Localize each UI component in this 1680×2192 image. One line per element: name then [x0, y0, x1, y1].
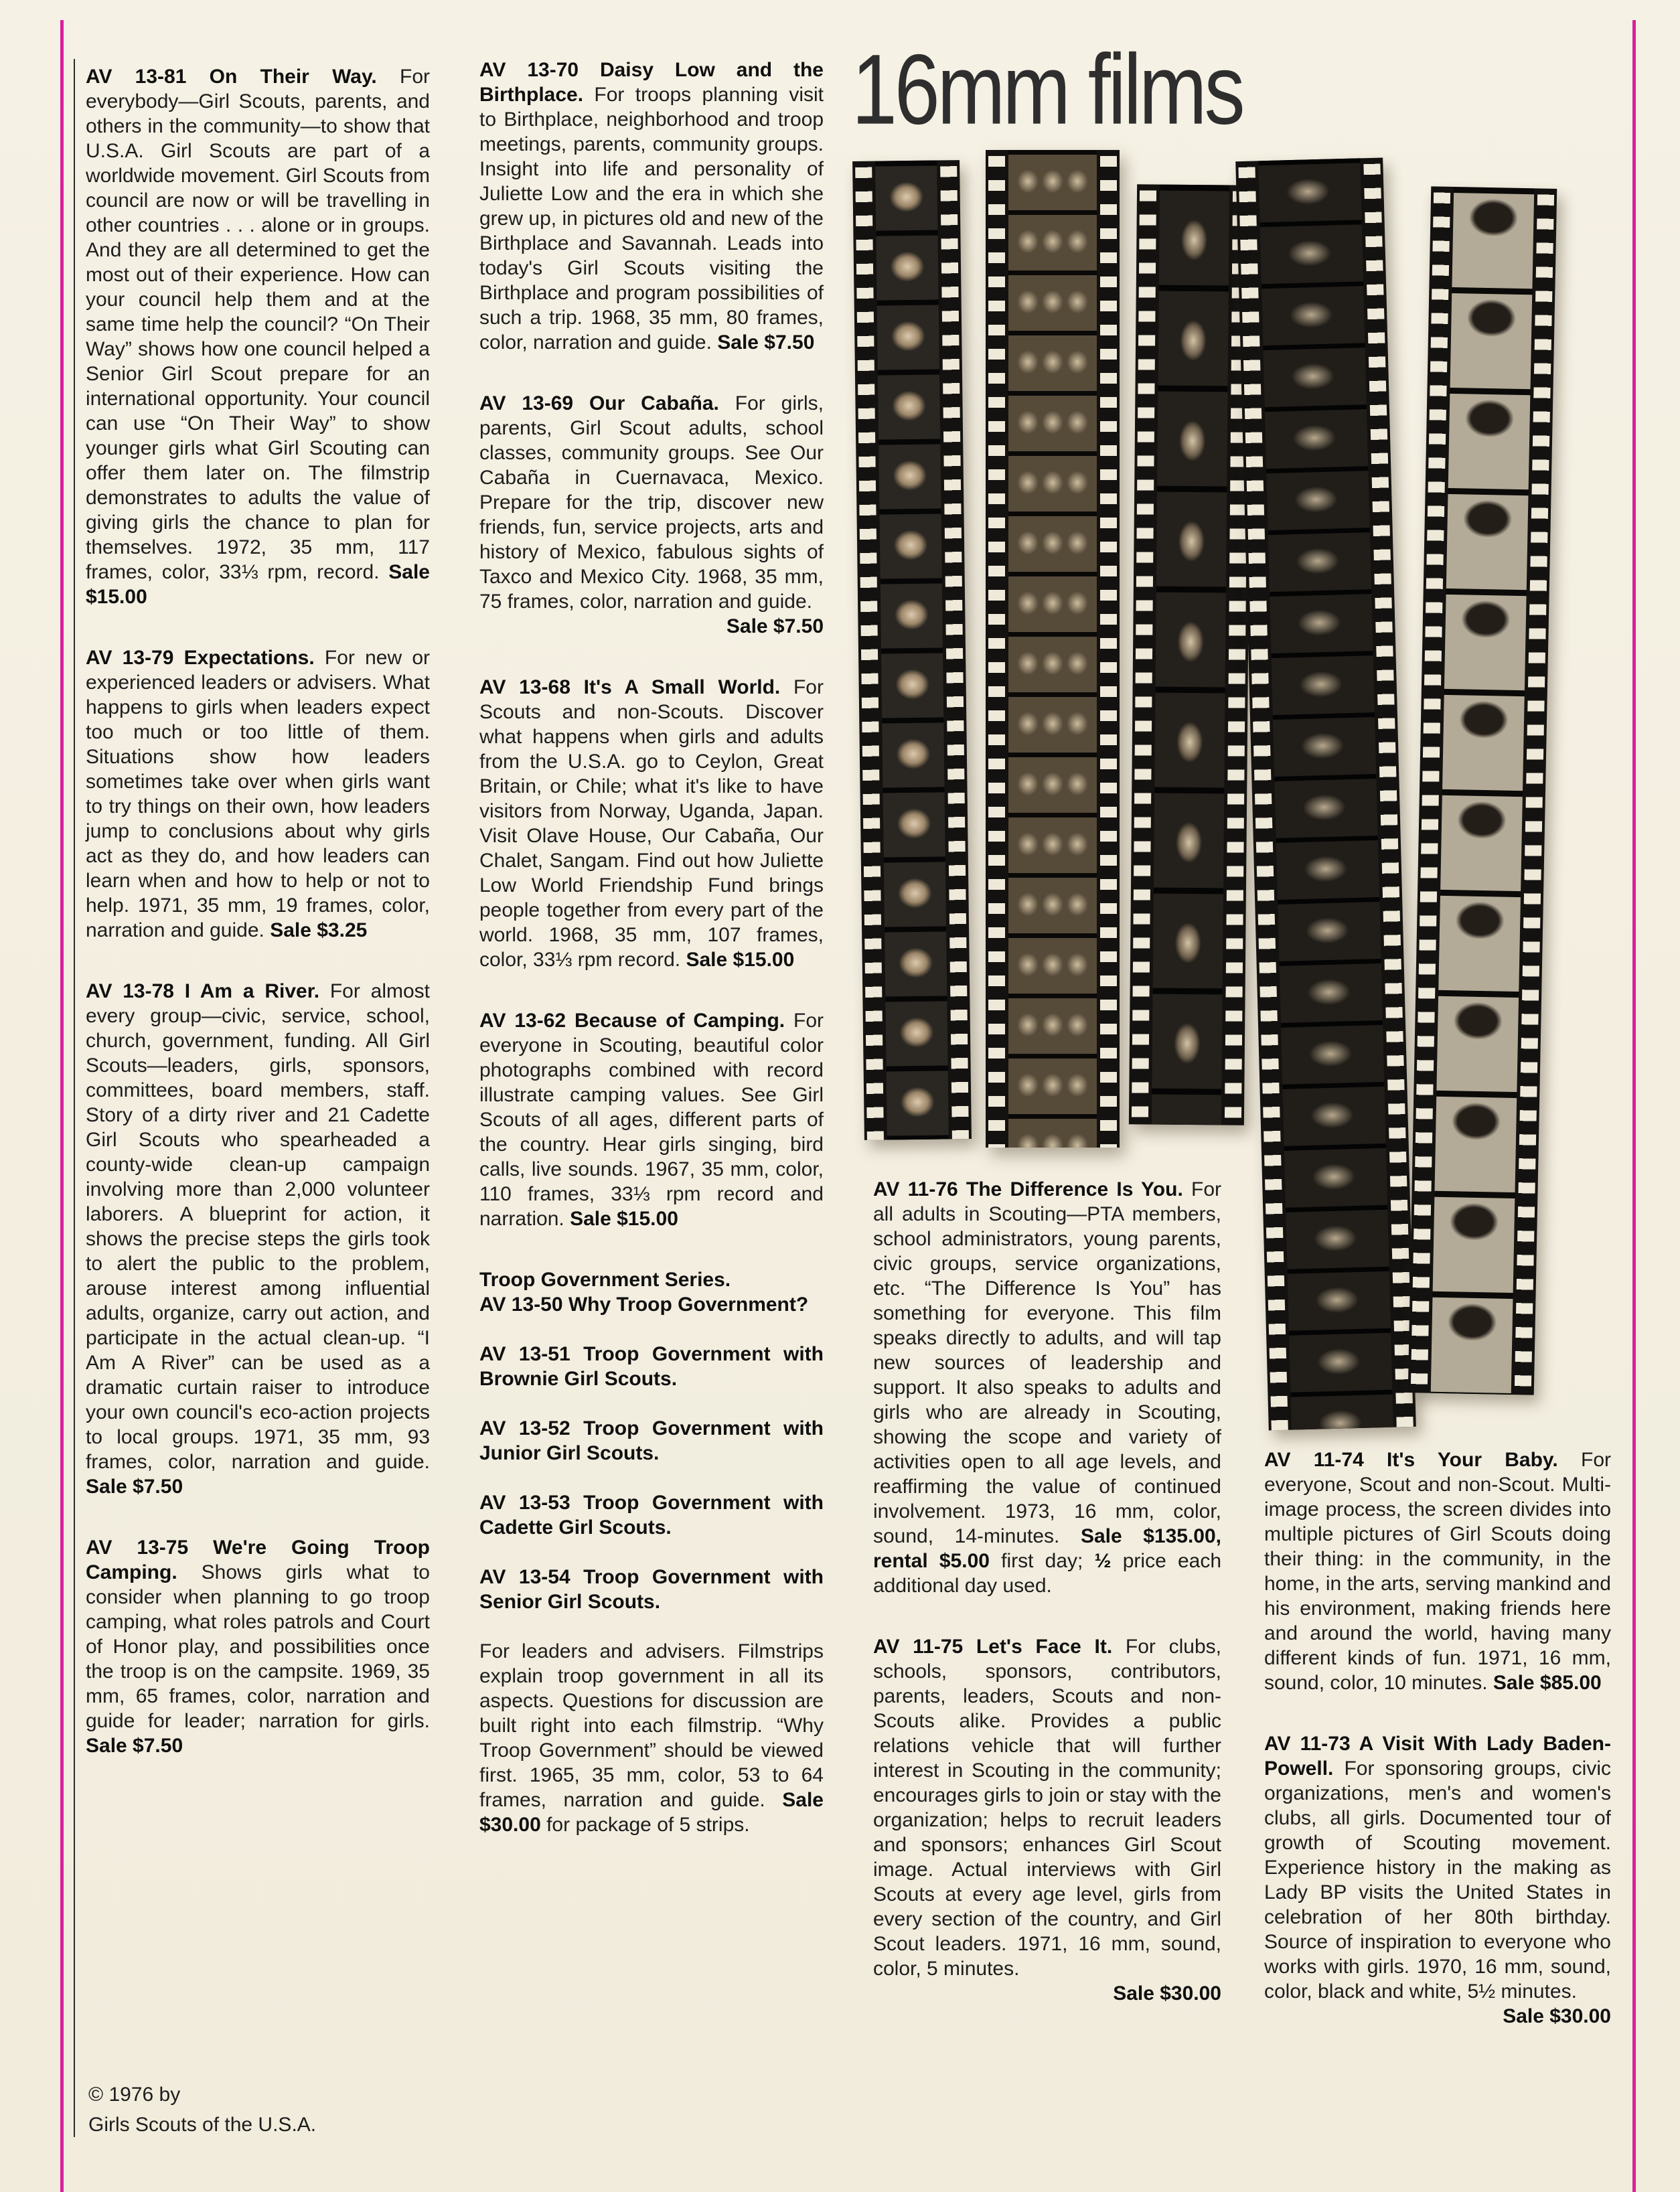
entry-text: For leaders and advisers. Filmstrips explain troop government in all its aspects. Questions for discussion are built right into each filmstrip. “Why Troop Government” should be viewed first. 1965, 35 mm, color, 53 to 64 frames, narration and guide.: [479, 1640, 824, 1811]
organization-line: Girls Scouts of the U.S.A.: [88, 2114, 317, 2136]
catalog-entry: [479, 1342, 824, 1391]
catalog-entry: [479, 391, 824, 639]
film-strip-3: [1129, 184, 1252, 1125]
film-sprocket-holes: [1100, 150, 1117, 1148]
entry-title: AV 11-74 It's Your Baby.: [1264, 1449, 1558, 1471]
entry-title: AV 13-79 Expectations.: [86, 647, 315, 669]
catalog-entry: [479, 1267, 824, 1292]
catalog-entry: [86, 979, 430, 1499]
sale-price: Sale $15.00: [86, 561, 430, 608]
catalog-entry: [873, 1177, 1221, 1598]
entry-text: For everyone in Scouting, beautiful color photographs combined with record illustrate camping values. See Girl Scouts of all ages, different parts of the country. Hear girls singing, bird calls, live sounds. 1967, 35 mm, color, 110 frames, 33⅓ rpm record and narration.: [479, 1010, 824, 1230]
entry-title: AV 13-51 Troop Government with Brownie Girl Scouts.: [479, 1343, 824, 1390]
catalog-entry: [1264, 1731, 1611, 2029]
sale-price: Sale $30.00: [1113, 1982, 1221, 2005]
entry-text: For all adults in Scouting—PTA members, school administrators, young parents, civic groups, service organizations, etc. “The Difference Is You” has something for everyone. This film speaks directly to adults, and will tap new sources of leadership and support. It also speaks to adults and girls who are already in Scouting, showing the scope and variety of activities open to all age levels, and reaffirming the value of continued involvement. 1973, 16 mm, color, sound, 14-minutes.: [873, 1178, 1221, 1547]
entry-text: For clubs, schools, sponsors, contributors, parents, leaders, Scouts and non-Scouts alike. Provides a public relations vehicle that will further interest in Scouting in the community; encourages girls to join or stay with the organization; helps to recruit leaders and sponsors; enhances Girl Scout image. Actual interviews with Girl Scouts at every age level, girls from every section of the country, and Girl Scout leaders. 1971, 16 mm, sound, color, 5 minutes.: [873, 1636, 1222, 1980]
film-sprocket-holes: [988, 150, 1005, 1148]
film-frames: [1152, 185, 1229, 1125]
catalog-entry: [86, 1535, 430, 1758]
film-strip-1: [852, 160, 972, 1140]
entry-title: AV 13-75 We're Going Troop Camping.: [86, 1537, 430, 1583]
left-magenta-rule: [60, 20, 64, 2192]
entry-title: AV 13-52 Troop Government with Junior Girl Scouts.: [479, 1417, 824, 1464]
section-title-16mm-films: 16mm films: [852, 33, 1243, 145]
entry-title: AV 13-81 On Their Way.: [86, 66, 377, 88]
entry-title: AV 13-53 Troop Government with Cadette Girl Scouts.: [479, 1492, 824, 1539]
entry-text: For new or experienced leaders or advisers. What happens to girls when leaders expect too much or too little of them. Situations show how leaders sometimes take over when girls want to try things on their own, how leaders jump to conclusions about why girls act as they do, and how leaders can learn when and how to help or not to help. 1971, 35 mm, 19 frames, color, narration and guide.: [86, 647, 430, 941]
entry-title: AV 11-76 The Difference Is You.: [873, 1178, 1183, 1200]
sale-price: Sale $7.50: [717, 331, 815, 354]
catalog-entry: [479, 1490, 824, 1540]
sale-price: Sale $30.00: [479, 1789, 824, 1836]
sale-price: Sale $85.00: [1493, 1672, 1602, 1694]
copyright-notice: [88, 2080, 433, 2140]
copyright-line: © 1976 by: [88, 2084, 181, 2106]
catalog-entry: [1264, 1447, 1611, 1695]
entry-title: AV 13-78 I Am a River.: [86, 980, 320, 1002]
catalog-entry: [479, 1008, 824, 1231]
catalog-entry: [479, 1292, 824, 1317]
catalog-entry: [479, 1565, 824, 1614]
entry-title: AV 11-73 A Visit With Lady Baden-Powell.: [1264, 1733, 1611, 1780]
entry-title: AV 13-68 It's A Small World.: [479, 676, 781, 698]
column-rule: [74, 59, 75, 2137]
catalog-entry: [479, 58, 824, 355]
entry-text: for package of 5 strips.: [540, 1814, 750, 1836]
entry-text: first day;: [989, 1550, 1095, 1572]
entry-text: For sponsoring groups, civic organizations, men's and women's clubs, all girls. Documented tour of growth of Scouting movement. Experience history in the making as Lady BP visits the United States in celebration of her 80th birthday. Source of inspiration to everyone who works with girls. 1970, 16 mm, sound, color, black and white, 5½ minutes.: [1264, 1757, 1611, 2003]
entry-title: AV 13-62 Because of Camping.: [479, 1010, 785, 1032]
entry-text: ½: [1094, 1550, 1112, 1572]
entry-title: AV 13-70 Daisy Low and the Birthplace.: [479, 59, 824, 106]
right-magenta-rule: [1632, 20, 1636, 2192]
entry-title: Troop Government Series.: [479, 1269, 731, 1291]
entry-text: For almost every group—civic, service, school, church, government, funding. All Girl Scouts—leaders, girls, sponsors, committees, board members, staff. Story of a dirty river and 21 Cadette Girl Scouts who spearheaded a county-wide clean-up campaign involving more than 2,000 volunteer laborers. A blueprint for action, it shows the precise steps the girls took to alert the public to the problem, arouse interest among influential adults, organize, carry out action, and participate in the actual clean-up. “I Am A River” can be used as a dramatic curtain raiser to introduce your own council's eco-action projects to local groups. 1971, 35 mm, 93 frames, color, narration and guide.: [86, 980, 431, 1473]
entry-text: Shows girls what to consider when planning to go troop camping, what roles patrols and Court of Honor play, and possibilities once the troop is on the campsite. 1969, 35 mm, 65 frames, color, narration and guide for leader; narration for girls.: [86, 1561, 430, 1732]
catalog-entry: [86, 64, 430, 609]
catalog-entry: [86, 645, 430, 943]
sale-price: Sale $15.00: [686, 949, 795, 971]
sale-price: Sale $135.00, rental $5.00: [873, 1525, 1222, 1572]
entry-text: For everybody—Girl Scouts, parents, and others in the community—to show that U.S.A. Girl Scouts are part of a worldwide movement. Girl Scouts from council are now or will be travelling in other countries . . . alone or in groups. And they are all determined to get the most out of their experience. How can your council help them and at the same time help the council? “On Their Way” shows how one council helped a Senior Girl Scout prepare for an international opportunity. Your council can use “On Their Way” to show younger girls what Girl Scouting can offer them later on. The filmstrip demonstrates to adults the value of giving girls the chance to plan for themselves. 1972, 35 mm, 117 frames, color, 33⅓ rpm, record.: [86, 66, 430, 583]
sale-price: Sale $3.25: [270, 919, 368, 941]
catalog-entry: [479, 1639, 824, 1837]
sale-price: Sale $15.00: [570, 1208, 678, 1230]
film-strip-4: [1235, 157, 1416, 1430]
entry-text: For Scouts and non-Scouts. Discover what happens when girls and adults from the U.S.A. go to Ceylon, Great Britain, or Chile; what it's like to have visitors from Norway, Uganda, Japan. Visit Olave House, Our Cabaña, Our Chalet, Sangam. Find out how Juliette Low World Friendship Fund brings people together from every part of the world. 1968, 35 mm, 107 frames, color, 33⅓ rpm record.: [479, 676, 824, 971]
sale-price: Sale $7.50: [726, 615, 824, 637]
sale-price: Sale $7.50: [86, 1476, 183, 1498]
sale-price: Sale $30.00: [1503, 2005, 1611, 2027]
entry-title: AV 11-75 Let's Face It.: [873, 1636, 1113, 1658]
entry-text: price each additional day used.: [873, 1550, 1221, 1597]
entry-text: For troops planning visit to Birthplace, neighborhood and troop meetings, parents, community groups. Insight into life and personality of Juliette Low and the era in which she grew up, in pictures old and new of the Birthplace and Savannah. Leads into today's Girl Scouts visiting the Birthplace and program possibilities of such a trip. 1968, 35 mm, 80 frames, color, narration and guide.: [479, 84, 824, 354]
entry-text: For everyone, Scout and non-Scout. Multi-image process, the screen divides into multiple pictures of Girl Scouts doing their thing: in the community, in the home, in the arts, serving mankind and his environment, making friends here and around the world, having many different kinds of fun. 1971, 16 mm, sound, color, 10 minutes.: [1264, 1449, 1611, 1694]
film-strip-5: [1408, 186, 1557, 1395]
column-1: [86, 64, 430, 1794]
entry-title: AV 13-54 Troop Government with Senior Girl Scouts.: [479, 1566, 824, 1613]
column-2: [479, 58, 824, 1873]
entry-text: For girls, parents, Girl Scout adults, school classes, community groups. See Our Cabaña in Cuernavaca, Mexico. Prepare for the trip, discover new friends, fun, service projects, arts and history of Mexico, fabulous sights of Taxco and Mexico City. 1968, 35 mm, 75 frames, color, narration and guide.: [479, 392, 824, 613]
film-frames: [875, 160, 949, 1140]
catalog-entry: [873, 1634, 1221, 2006]
sale-price: Sale $7.50: [86, 1735, 183, 1757]
catalog-entry: [479, 675, 824, 972]
entry-title: AV 13-69 Our Cabaña.: [479, 392, 719, 414]
entry-title: AV 13-50 Why Troop Government?: [479, 1294, 809, 1316]
catalog-entry: [479, 1416, 824, 1466]
film-strip-2: [986, 150, 1120, 1148]
column-4: [1264, 1447, 1611, 2065]
film-frames: [1008, 150, 1097, 1148]
column-3: [873, 1177, 1221, 2042]
